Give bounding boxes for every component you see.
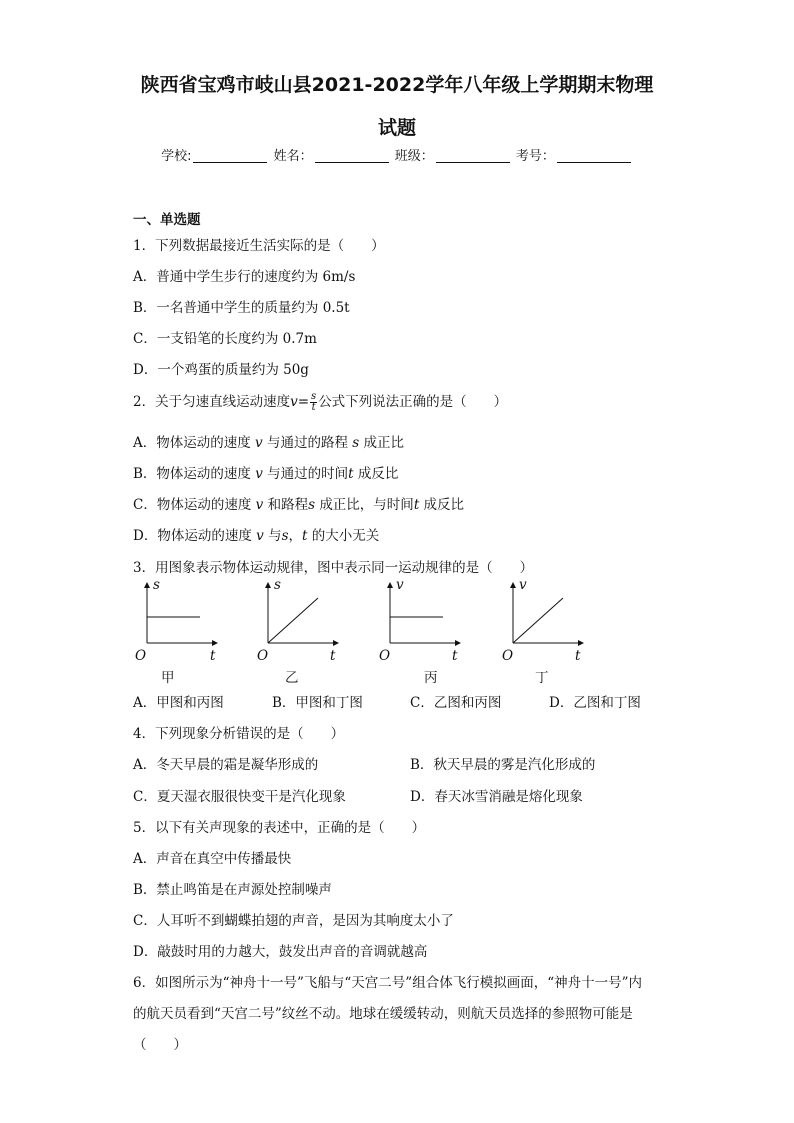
q2-c-mid2: 成正比，与时间: [319, 497, 414, 513]
q1-stem: 1．下列数据最接近生活实际的是（ ）: [133, 238, 385, 254]
q2-option-b: [133, 462, 398, 482]
graph-yi-xlabel: t: [330, 648, 336, 664]
fraction-denominator: t: [311, 402, 316, 413]
var-v: v: [290, 394, 298, 410]
q1-option-a: A．普通中学生步行的速度约为 6m/s: [133, 269, 356, 285]
q2-d-text: D．物体运动的速度: [133, 528, 252, 544]
school-label: 学校:: [161, 149, 192, 164]
q1-option-c: C．一支铅笔的长度约为 0.7m: [133, 331, 317, 347]
graph-yi-caption: 乙: [285, 670, 299, 686]
exam-no-label: 考号：: [515, 149, 555, 164]
q2-a-text: A．物体运动的速度: [133, 435, 251, 451]
q4-option-d: D．春天冰雪消融是熔化现象: [410, 789, 583, 805]
graph-bing-origin: O: [379, 648, 391, 664]
graph-bing-caption: 丙: [424, 670, 438, 686]
q4-option-a: A．冬天早晨的霜是凝华形成的: [133, 757, 319, 773]
var-s: s: [308, 497, 316, 513]
graph-ding-ylabel: v: [519, 577, 527, 593]
school-blank[interactable]: [193, 148, 267, 163]
var-v: v: [255, 435, 263, 451]
graph-ding-caption: 丁: [535, 670, 549, 686]
name-blank[interactable]: [315, 148, 389, 163]
q3-stem: 3．用图象表示物体运动规律，图中表示同一运动规律的是（ ）: [133, 560, 534, 576]
graph-jia-origin: O: [135, 648, 147, 664]
motion-graphs: [125, 575, 605, 690]
graph-yi-line: [268, 598, 318, 643]
q2-option-c: [133, 493, 464, 513]
q4-stem: 4．下列现象分析错误的是（ ）: [133, 726, 345, 742]
student-info-row: [0, 145, 794, 164]
class-label: 班级：: [394, 149, 434, 164]
var-v: v: [256, 528, 264, 544]
name-label: 姓名：: [273, 149, 313, 164]
q3-option-b: B．甲图和丁图: [272, 695, 363, 711]
var-s: s: [281, 528, 289, 544]
q3-option-c: C．乙图和丙图: [410, 695, 502, 711]
var-t: t: [302, 528, 308, 544]
q6-stem-line1: 6．如图所示为“神舟十一号”飞船与“天宫二号”组合体飞行模拟画面，“神舟十一号”内: [133, 975, 642, 991]
q2-b-mid: 与通过的时间: [267, 466, 349, 482]
q1-option-b: B．一名普通中学生的质量约为 0.5t: [133, 300, 350, 316]
q2-d-tail: 的大小无关: [311, 528, 380, 544]
q2-stem: [133, 390, 507, 413]
graph-ding-xlabel: t: [575, 648, 581, 664]
q5-option-b: B．禁止鸣笛是在声源处控制噪声: [133, 882, 332, 898]
var-t: t: [348, 466, 354, 482]
q2-a-tail: 成正比: [363, 435, 405, 451]
graph-ding-line: [513, 598, 563, 643]
graph-yi-ylabel: s: [274, 577, 281, 593]
q2-option-d: [133, 524, 379, 544]
q5-stem: 5．以下有关声现象的表述中，正确的是（ ）: [133, 820, 426, 836]
q2-stem-text: 2．关于匀速直线运动速度: [133, 394, 291, 410]
section-heading: 一、单选题: [133, 212, 201, 228]
q2-option-a: [133, 431, 404, 451]
q5-option-d: D．敲鼓时用的力越大，鼓发出声音的音调就越高: [133, 944, 428, 960]
q3-option-d: D．乙图和丁图: [549, 695, 641, 711]
graph-ding-origin: O: [502, 648, 514, 664]
class-blank[interactable]: [436, 148, 510, 163]
var-v: v: [255, 466, 263, 482]
q2-b-text: B．物体运动的速度: [133, 466, 251, 482]
equals-sign: =: [297, 394, 310, 410]
graph-bing-ylabel: v: [396, 577, 404, 593]
q5-option-c: C．人耳听不到蝴蝶拍翅的声音，是因为其响度太小了: [133, 913, 454, 929]
q2-d-mid: 与: [268, 528, 282, 544]
q5-option-a: A．声音在真空中传播最快: [133, 851, 292, 867]
q4-option-c: C．夏天湿衣服很快变干是汽化现象: [133, 789, 346, 805]
fraction-numerator: s: [311, 391, 317, 402]
page-title: 陕西省宝鸡市岐山县2021-2022学年八年级上学期期末物理: [140, 74, 654, 96]
q3-option-a: A．甲图和丙图: [133, 695, 224, 711]
q2-a-mid: 与通过的路程: [266, 435, 348, 451]
q2-c-mid: 和路程: [267, 497, 309, 513]
graph-jia-xlabel: t: [210, 648, 216, 664]
q1-option-d: D．一个鸡蛋的质量约为 50g: [133, 362, 309, 378]
q2-c-tail: 成反比: [423, 497, 465, 513]
exam-no-blank[interactable]: [557, 148, 631, 163]
page-title-continued: 试题: [377, 117, 416, 139]
graph-jia-caption: 甲: [161, 670, 175, 686]
graph-bing-xlabel: t: [452, 648, 458, 664]
q6-stem-line3: （ ）: [133, 1037, 187, 1053]
q2-b-tail: 成反比: [357, 466, 399, 482]
graph-jia-ylabel: s: [153, 577, 160, 593]
q4-option-b: B．秋天早晨的雾是汽化形成的: [410, 757, 596, 773]
var-s: s: [352, 435, 360, 451]
var-t: t: [413, 497, 420, 513]
graph-yi-origin: O: [257, 648, 269, 664]
q6-stem-line2: 的航天员看到“天宫二号”纹丝不动。地球在缓缓转动，则航天员选择的参照物可能是: [133, 1006, 633, 1022]
speed-fraction: [310, 392, 317, 413]
q2-c-text: C．物体运动的速度: [133, 497, 252, 513]
var-v: v: [255, 497, 264, 513]
graphs-svg: [125, 575, 605, 690]
q2-d-sep: ，: [288, 528, 302, 544]
q2-stem-tail: 公式下列说法正确的是（ ）: [318, 394, 508, 410]
